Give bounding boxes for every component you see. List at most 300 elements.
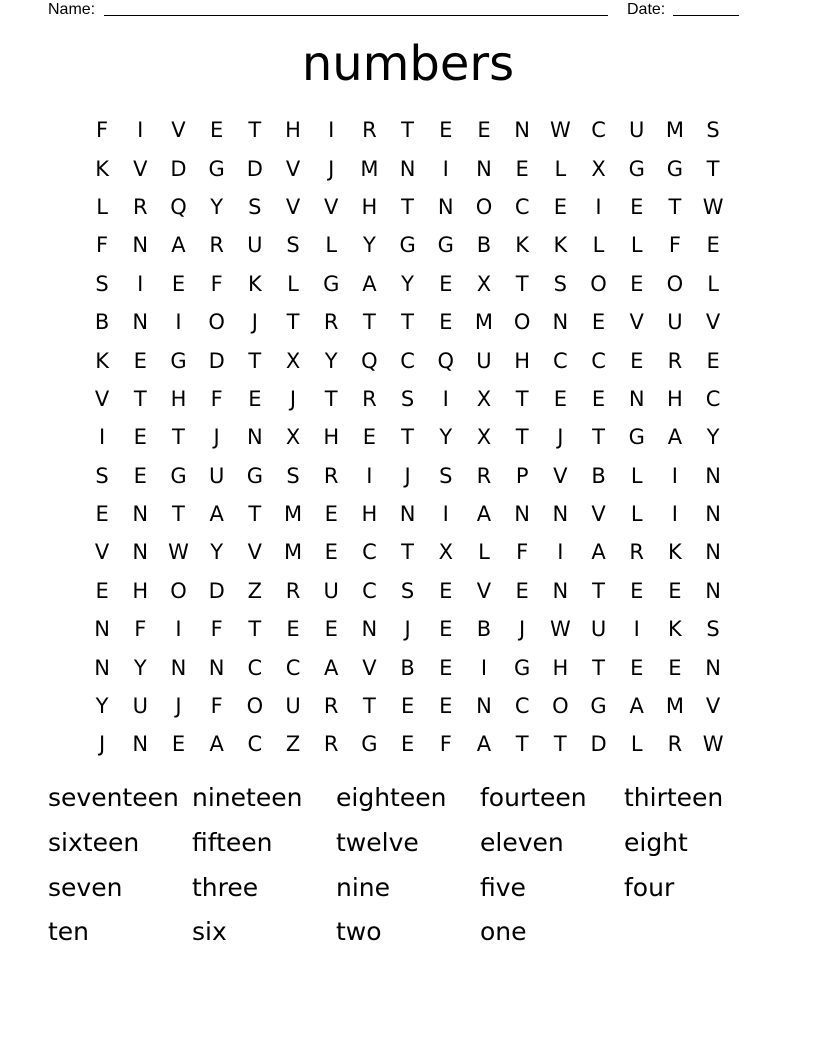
grid-letter[interactable]: N	[94, 655, 110, 680]
grid-letter[interactable]: N	[476, 694, 492, 719]
grid-letter[interactable]: W	[168, 540, 189, 565]
grid-letter[interactable]: I	[366, 463, 373, 488]
grid-letter[interactable]: T	[592, 655, 605, 680]
grid-letter[interactable]: R	[667, 732, 683, 757]
grid-letter[interactable]: G	[590, 694, 607, 719]
grid-letter[interactable]: I	[442, 156, 449, 181]
grid-letter[interactable]: I	[557, 540, 564, 565]
grid-letter[interactable]: A	[209, 502, 224, 527]
grid-letter[interactable]: Q	[170, 194, 187, 219]
grid-letter[interactable]: C	[362, 578, 377, 603]
grid-letter[interactable]: O	[475, 194, 493, 219]
grid-letter[interactable]: X	[438, 540, 453, 565]
grid-letter[interactable]: G	[399, 233, 416, 258]
grid-letter[interactable]: M	[474, 310, 494, 335]
grid-letter[interactable]: V	[94, 540, 110, 565]
grid-letter[interactable]: R	[209, 233, 224, 258]
grid-letter[interactable]: E	[439, 578, 453, 603]
grid-letter[interactable]: T	[248, 118, 262, 143]
grid-letter[interactable]: E	[591, 386, 606, 411]
grid-letter[interactable]: M	[283, 540, 303, 565]
grid-letter[interactable]: C	[362, 540, 377, 565]
grid-letter[interactable]: Q	[437, 348, 455, 373]
grid-letter[interactable]: X	[476, 271, 492, 296]
grid-letter[interactable]: S	[706, 118, 720, 143]
grid-letter[interactable]: J	[404, 617, 411, 642]
grid-letter[interactable]: E	[439, 118, 453, 143]
grid-letter[interactable]: S	[286, 233, 300, 258]
grid-letter[interactable]: T	[515, 425, 529, 450]
grid-letter[interactable]: K	[668, 617, 682, 642]
grid-letter[interactable]: V	[476, 578, 492, 603]
grid-letter[interactable]: Y	[133, 655, 147, 680]
grid-letter[interactable]: S	[286, 463, 300, 488]
grid-letter[interactable]: T	[362, 310, 376, 335]
grid-letter[interactable]: I	[442, 386, 449, 411]
grid-letter[interactable]: F	[96, 233, 109, 258]
grid-letter[interactable]: C	[591, 118, 606, 143]
grid-letter[interactable]: S	[400, 578, 415, 603]
grid-letter[interactable]: F	[439, 732, 452, 757]
word-list-item: eight	[624, 827, 688, 857]
grid-letter[interactable]: C	[400, 348, 415, 373]
grid-letter[interactable]: T	[133, 386, 147, 411]
word-list-item: three	[192, 872, 259, 902]
grid-letter[interactable]: H	[361, 502, 378, 527]
grid-letter[interactable]: E	[324, 502, 338, 527]
grid-letter[interactable]: E	[248, 386, 262, 411]
grid-letter[interactable]: S	[439, 463, 453, 488]
grid-letter[interactable]: U	[208, 463, 225, 488]
grid-letter[interactable]: G	[514, 655, 531, 680]
grid-letter[interactable]: K	[247, 271, 262, 296]
grid-letter[interactable]: T	[401, 310, 414, 335]
grid-letter[interactable]: H	[132, 578, 149, 603]
grid-letter[interactable]: J	[328, 156, 335, 181]
grid-letter[interactable]: E	[630, 194, 644, 219]
grid-letter[interactable]: L	[630, 732, 643, 757]
grid-letter[interactable]: V	[629, 310, 644, 335]
grid-letter[interactable]: H	[514, 348, 531, 373]
word-search-grid	[83, 111, 732, 764]
grid-letter[interactable]: O	[170, 578, 187, 603]
grid-letter[interactable]: E	[439, 694, 453, 719]
grid-letter[interactable]: B	[476, 617, 492, 642]
grid-letter[interactable]: H	[552, 655, 569, 680]
grid-letter[interactable]: T	[248, 617, 262, 642]
grid-letter[interactable]: E	[400, 694, 415, 719]
grid-letter[interactable]: T	[172, 502, 185, 527]
grid-letter[interactable]: J	[289, 386, 297, 411]
grid-letter[interactable]: X	[476, 386, 492, 411]
grid-letter[interactable]: A	[629, 694, 644, 719]
grid-letter[interactable]: L	[325, 233, 338, 258]
grid-letter[interactable]: T	[592, 425, 605, 450]
grid-letter[interactable]: N	[361, 617, 378, 642]
grid-letter[interactable]: U	[629, 118, 645, 143]
grid-letter[interactable]: W	[702, 732, 724, 757]
grid-letter[interactable]: I	[175, 617, 182, 642]
grid-letter[interactable]: A	[476, 502, 492, 527]
grid-letter[interactable]: J	[251, 310, 258, 335]
grid-letter[interactable]: N	[132, 732, 149, 757]
grid-letter[interactable]: V	[285, 156, 301, 181]
grid-letter[interactable]: C	[553, 348, 568, 373]
grid-letter[interactable]: N	[132, 540, 149, 565]
grid-letter[interactable]: S	[95, 271, 109, 296]
grid-letter[interactable]: E	[706, 233, 720, 258]
grid-letter[interactable]: E	[630, 655, 644, 680]
grid-letter[interactable]: T	[172, 425, 185, 450]
grid-letter[interactable]: J	[175, 694, 182, 719]
grid-letter[interactable]: E	[668, 578, 682, 603]
grid-letter[interactable]: Y	[706, 425, 720, 450]
grid-letter[interactable]: U	[590, 617, 607, 642]
grid-letter[interactable]: L	[707, 271, 719, 296]
grid-letter[interactable]: T	[286, 310, 300, 335]
grid-letter[interactable]: H	[667, 386, 683, 411]
grid-letter[interactable]: E	[95, 502, 109, 527]
grid-letter[interactable]: Y	[401, 271, 414, 296]
grid-letter[interactable]: X	[476, 425, 492, 450]
grid-row	[83, 687, 732, 725]
grid-letter[interactable]: T	[515, 386, 529, 411]
grid-letter[interactable]: N	[246, 425, 263, 450]
grid-letter[interactable]: O	[552, 694, 569, 719]
grid-letter[interactable]: T	[553, 732, 567, 757]
grid-letter[interactable]: N	[514, 502, 531, 527]
grid-letter[interactable]: Q	[361, 348, 378, 373]
grid-letter[interactable]: E	[95, 578, 109, 603]
grid-letter[interactable]: E	[171, 732, 186, 757]
page-title: numbers	[301, 36, 515, 92]
grid-letter[interactable]: Z	[285, 732, 301, 757]
grid-letter[interactable]: V	[94, 386, 110, 411]
grid-letter[interactable]: G	[323, 271, 340, 296]
grid-letter[interactable]: G	[628, 156, 645, 181]
grid-letter[interactable]: U	[247, 233, 263, 258]
grid-letter[interactable]: C	[285, 655, 301, 680]
grid-letter[interactable]: B	[591, 463, 606, 488]
grid-letter[interactable]: R	[476, 463, 492, 488]
grid-letter[interactable]: E	[553, 194, 567, 219]
grid-letter[interactable]: J	[213, 425, 220, 450]
grid-letter[interactable]: F	[668, 233, 681, 258]
grid-letter[interactable]: X	[591, 156, 606, 181]
grid-letter[interactable]: O	[513, 310, 531, 335]
grid-letter[interactable]: W	[549, 617, 571, 642]
grid-letter[interactable]: E	[591, 310, 606, 335]
grid-letter[interactable]: C	[514, 194, 530, 219]
grid-letter[interactable]: L	[96, 194, 108, 219]
grid-row	[83, 265, 732, 303]
grid-letter[interactable]: A	[171, 233, 186, 258]
grid-letter[interactable]: I	[480, 655, 488, 680]
grid-letter[interactable]: W	[549, 118, 571, 143]
grid-letter[interactable]: G	[361, 732, 378, 757]
grid-letter[interactable]: P	[515, 463, 529, 488]
grid-letter[interactable]: R	[323, 310, 339, 335]
grid-letter[interactable]: N	[94, 617, 110, 642]
grid-letter[interactable]: L	[630, 502, 643, 527]
grid-letter[interactable]: U	[285, 694, 301, 719]
grid-letter[interactable]: E	[630, 348, 644, 373]
grid-letter[interactable]: N	[552, 578, 569, 603]
grid-letter[interactable]: N	[170, 655, 187, 680]
grid-letter[interactable]: V	[324, 194, 339, 219]
grid-letter[interactable]: V	[705, 310, 721, 335]
grid-letter[interactable]: N	[705, 502, 721, 527]
grid-letter[interactable]: S	[706, 617, 720, 642]
grid-letter[interactable]: R	[362, 118, 377, 143]
grid-letter[interactable]: R	[667, 348, 683, 373]
grid-letter[interactable]: T	[401, 425, 414, 450]
grid-letter[interactable]: C	[247, 732, 263, 757]
grid-letter[interactable]: R	[323, 732, 339, 757]
grid-letter[interactable]: W	[702, 194, 724, 219]
grid-letter[interactable]: M	[665, 694, 684, 719]
grid-letter[interactable]: A	[209, 732, 224, 757]
grid-letter[interactable]: T	[248, 502, 262, 527]
grid-letter[interactable]: N	[705, 463, 721, 488]
grid-letter[interactable]: T	[668, 194, 682, 219]
grid-letter[interactable]: H	[323, 425, 340, 450]
grid-letter[interactable]: E	[286, 617, 300, 642]
grid-letter[interactable]: A	[324, 655, 339, 680]
grid-letter[interactable]: N	[552, 502, 569, 527]
grid-letter[interactable]: Y	[210, 540, 224, 565]
grid-letter[interactable]: V	[553, 463, 568, 488]
grid-letter[interactable]: V	[591, 502, 606, 527]
grid-letter[interactable]: G	[666, 156, 684, 181]
grid-letter[interactable]: E	[133, 463, 147, 488]
grid-letter[interactable]: T	[592, 578, 605, 603]
grid-letter[interactable]: I	[633, 617, 640, 642]
grid-letter[interactable]: B	[476, 233, 492, 258]
grid-letter[interactable]: G	[170, 463, 187, 488]
grid-letter[interactable]: U	[323, 578, 339, 603]
grid-letter[interactable]: C	[514, 694, 530, 719]
grid-letter[interactable]: N	[132, 502, 149, 527]
grid-letter[interactable]: J	[557, 425, 564, 450]
grid-row	[83, 188, 732, 226]
grid-letter[interactable]: J	[98, 732, 106, 757]
grid-letter[interactable]: N	[208, 655, 225, 680]
grid-letter[interactable]: G	[170, 348, 187, 373]
grid-letter[interactable]: E	[171, 271, 186, 296]
grid-letter[interactable]: Y	[324, 348, 338, 373]
grid-letter[interactable]: E	[630, 271, 644, 296]
word-list-item: eighteen	[336, 783, 447, 812]
grid-letter[interactable]: U	[476, 348, 492, 373]
grid-letter[interactable]: T	[515, 732, 529, 757]
grid-letter[interactable]: E	[515, 156, 529, 181]
grid-letter[interactable]: S	[248, 194, 262, 219]
grid-letter[interactable]: E	[630, 578, 644, 603]
grid-letter[interactable]: J	[519, 617, 526, 642]
grid-letter[interactable]: K	[95, 348, 109, 373]
grid-letter[interactable]: S	[400, 386, 415, 411]
grid-letter[interactable]: F	[516, 540, 529, 565]
grid-letter[interactable]: N	[132, 233, 149, 258]
grid-letter[interactable]: F	[96, 118, 109, 143]
grid-letter[interactable]: L	[630, 463, 643, 488]
grid-letter[interactable]: O	[590, 271, 607, 296]
grid-letter[interactable]: G	[437, 233, 454, 258]
grid-letter[interactable]: V	[705, 694, 721, 719]
grid-letter[interactable]: R	[323, 694, 339, 719]
grid-letter[interactable]: M	[360, 156, 379, 181]
grid-letter[interactable]: O	[666, 271, 684, 296]
grid-letter[interactable]: A	[362, 271, 377, 296]
grid-letter[interactable]: X	[285, 425, 301, 450]
grid-letter[interactable]: E	[706, 348, 720, 373]
word-list-item: two	[336, 917, 382, 947]
grid-letter[interactable]: I	[671, 463, 678, 488]
grid-letter[interactable]: E	[439, 310, 453, 335]
grid-letter[interactable]: F	[134, 617, 147, 642]
grid-letter[interactable]: O	[208, 310, 225, 335]
grid-letter[interactable]: I	[328, 118, 335, 143]
grid-letter[interactable]: E	[668, 655, 682, 680]
grid-letter[interactable]: N	[399, 502, 416, 527]
grid-letter[interactable]: D	[170, 156, 187, 181]
grid-letter[interactable]: N	[705, 578, 721, 603]
grid-letter[interactable]: M	[665, 118, 684, 143]
grid-letter[interactable]: E	[439, 271, 453, 296]
grid-letter[interactable]: X	[285, 348, 301, 373]
grid-letter[interactable]: R	[629, 540, 645, 565]
grid-letter[interactable]: L	[630, 233, 643, 258]
grid-letter[interactable]: K	[515, 233, 530, 258]
grid-letter[interactable]: E	[133, 425, 147, 450]
grid-letter[interactable]: N	[399, 156, 416, 181]
grid-letter[interactable]: F	[210, 386, 223, 411]
grid-letter[interactable]: K	[668, 540, 682, 565]
grid-letter[interactable]: T	[401, 194, 414, 219]
grid-letter[interactable]: T	[401, 118, 414, 143]
grid-letter[interactable]: N	[705, 540, 721, 565]
grid-letter[interactable]: R	[362, 386, 377, 411]
grid-letter[interactable]: A	[667, 425, 683, 450]
grid-letter[interactable]: N	[437, 194, 454, 219]
grid-letter[interactable]: E	[439, 617, 453, 642]
grid-letter[interactable]: E	[210, 118, 224, 143]
date-blank-line[interactable]	[673, 15, 739, 16]
grid-letter[interactable]: L	[592, 233, 605, 258]
grid-letter[interactable]: E	[400, 732, 415, 757]
grid-letter[interactable]: N	[705, 655, 721, 680]
grid-letter[interactable]: F	[210, 617, 223, 642]
grid-letter[interactable]: D	[208, 578, 225, 603]
grid-letter[interactable]: A	[476, 732, 492, 757]
grid-letter[interactable]: N	[514, 118, 531, 143]
grid-letter[interactable]: R	[132, 194, 148, 219]
grid-letter[interactable]: Y	[210, 194, 224, 219]
grid-letter[interactable]: C	[705, 386, 721, 411]
grid-letter[interactable]: I	[175, 310, 182, 335]
grid-letter[interactable]: V	[247, 540, 263, 565]
grid-letter[interactable]: D	[590, 732, 607, 757]
grid-letter[interactable]: Z	[247, 578, 263, 603]
grid-letter[interactable]: E	[324, 617, 338, 642]
grid-letter[interactable]: E	[362, 425, 377, 450]
grid-letter[interactable]: G	[208, 156, 225, 181]
grid-letter[interactable]: L	[287, 271, 299, 296]
grid-letter[interactable]: Y	[95, 694, 109, 719]
grid-letter[interactable]: N	[552, 310, 569, 335]
grid-letter[interactable]: L	[478, 540, 490, 565]
grid-letter[interactable]: G	[628, 425, 645, 450]
grid-letter[interactable]: K	[95, 156, 109, 181]
grid-letter[interactable]: I	[671, 502, 678, 527]
grid-letter[interactable]: C	[591, 348, 606, 373]
grid-letter[interactable]: T	[706, 156, 720, 181]
grid-letter[interactable]: T	[324, 386, 338, 411]
grid-letter[interactable]: Y	[362, 233, 376, 258]
grid-letter[interactable]: A	[591, 540, 606, 565]
grid-letter[interactable]: U	[667, 310, 683, 335]
grid-letter[interactable]: I	[137, 271, 144, 296]
grid-letter[interactable]: S	[553, 271, 568, 296]
grid-letter[interactable]: N	[476, 156, 492, 181]
grid-letter[interactable]: V	[171, 118, 186, 143]
grid-letter[interactable]: R	[323, 463, 339, 488]
grid-letter[interactable]: J	[404, 463, 411, 488]
grid-letter[interactable]: T	[248, 348, 262, 373]
grid-letter[interactable]: L	[554, 156, 567, 181]
grid-letter[interactable]: D	[208, 348, 225, 373]
grid-letter[interactable]: E	[324, 540, 338, 565]
grid-letter[interactable]: H	[170, 386, 187, 411]
grid-letter[interactable]: N	[132, 310, 149, 335]
grid-letter[interactable]: F	[210, 271, 223, 296]
grid-letter[interactable]: B	[94, 310, 110, 335]
grid-letter[interactable]: V	[133, 156, 148, 181]
grid-letter[interactable]: T	[401, 540, 414, 565]
grid-letter[interactable]: I	[595, 194, 602, 219]
grid-letter[interactable]: E	[515, 578, 529, 603]
name-blank-line[interactable]	[104, 15, 608, 16]
grid-letter[interactable]: N	[628, 386, 645, 411]
grid-letter[interactable]: I	[98, 425, 106, 450]
grid-letter[interactable]: O	[246, 694, 264, 719]
grid-letter[interactable]: V	[285, 194, 301, 219]
grid-letter[interactable]: M	[283, 502, 303, 527]
grid-letter[interactable]: E	[439, 655, 453, 680]
grid-letter[interactable]: U	[132, 694, 148, 719]
grid-letter[interactable]: K	[553, 233, 568, 258]
grid-letter[interactable]: F	[210, 694, 223, 719]
grid-letter[interactable]: E	[553, 386, 567, 411]
grid-letter[interactable]: T	[515, 271, 529, 296]
grid-letter[interactable]: C	[247, 655, 263, 680]
grid-letter[interactable]: H	[361, 194, 378, 219]
grid-letter[interactable]: E	[477, 118, 491, 143]
grid-letter[interactable]: B	[400, 655, 415, 680]
grid-letter[interactable]: Y	[439, 425, 453, 450]
grid-letter[interactable]: D	[246, 156, 263, 181]
grid-letter[interactable]: G	[246, 463, 263, 488]
grid-letter[interactable]: I	[442, 502, 449, 527]
grid-letter[interactable]: R	[285, 578, 301, 603]
grid-letter[interactable]: T	[362, 694, 376, 719]
grid-letter[interactable]: I	[137, 118, 144, 143]
grid-letter[interactable]: S	[95, 463, 109, 488]
grid-letter[interactable]: H	[285, 118, 301, 143]
grid-letter[interactable]: E	[133, 348, 147, 373]
grid-letter[interactable]: V	[362, 655, 377, 680]
